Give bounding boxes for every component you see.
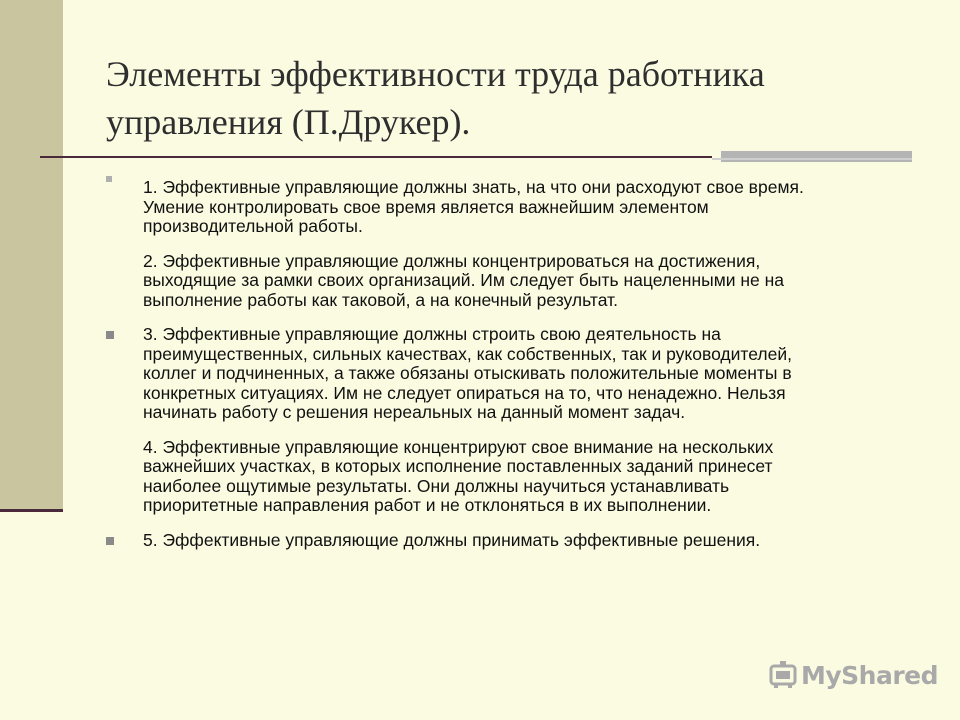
list-item xyxy=(106,531,906,551)
text-line: 5. Эффективные управляющие должны принимать эффективные решения. xyxy=(143,529,761,550)
text-line: коллег и подчиненных, а также обязаны отыскивать положительные моменты в xyxy=(143,363,792,383)
left-accent-bar xyxy=(0,0,63,512)
slide-title-line-2: управления (П.Друкер). xyxy=(106,102,471,142)
left-accent-bar-base xyxy=(0,509,63,512)
slide-title-line-1: Элементы эффективности труда работника xyxy=(106,54,765,94)
title-divider-accent xyxy=(721,151,912,162)
item-paragraph xyxy=(143,438,906,516)
text-line: 4. Эффективные управляющие концентрируют свое внимание на нескольких xyxy=(143,436,774,457)
text-line: конкретных ситуациях. Им не следует опираться на то, что ненадежно. Нельзя xyxy=(143,382,786,403)
square-bullet-icon xyxy=(106,331,114,339)
item-paragraph xyxy=(143,252,906,311)
text-line: начинать работу с решения нереальных на данный момент задач. xyxy=(143,402,686,422)
text-line: 2. Эффективные управляющие должны концентрироваться на достижения, xyxy=(143,250,761,271)
title-divider xyxy=(40,156,712,158)
list-item xyxy=(106,325,906,516)
myshared-watermark[interactable] xyxy=(768,660,938,690)
slide-title xyxy=(106,50,906,146)
list-item xyxy=(106,178,906,310)
square-bullet-icon xyxy=(106,176,112,182)
text-line: 1. Эффективные управляющие должны знать, на что они расходуют свое время. xyxy=(143,177,804,197)
text-line: важнейших участках, в которых исполнение поставленных заданий принесет xyxy=(143,456,773,476)
slide-body xyxy=(106,178,906,550)
square-bullet-icon xyxy=(106,537,114,545)
text-line: выполнение работы как таковой, а на конечный результат. xyxy=(143,289,618,310)
text-line: наиболее ощутимые результаты. Они должны научиться устанавливать xyxy=(143,475,730,496)
text-line: производительной работы. xyxy=(143,216,363,236)
title-divider-accent-line xyxy=(712,158,912,160)
text-line: 3. Эффективные управляющие должны строить свою деятельность на xyxy=(143,324,721,344)
item-paragraph xyxy=(143,325,906,423)
text-line: выходящие за рамки своих организаций. Им следует быть нацеленными не на xyxy=(143,270,785,290)
watermark-text: MyShared xyxy=(801,660,939,690)
item-paragraph xyxy=(143,178,906,237)
text-line: преимущественных, сильных качествах, как собственных, так и руководителей, xyxy=(143,343,792,364)
text-line: приоритетные направления работ и не отклоняться в их выполнении. xyxy=(143,495,712,515)
item-paragraph xyxy=(143,531,906,551)
myshared-logo-icon xyxy=(768,660,798,690)
text-line: Умение контролировать свое время является важнейшим элементом xyxy=(143,196,709,217)
